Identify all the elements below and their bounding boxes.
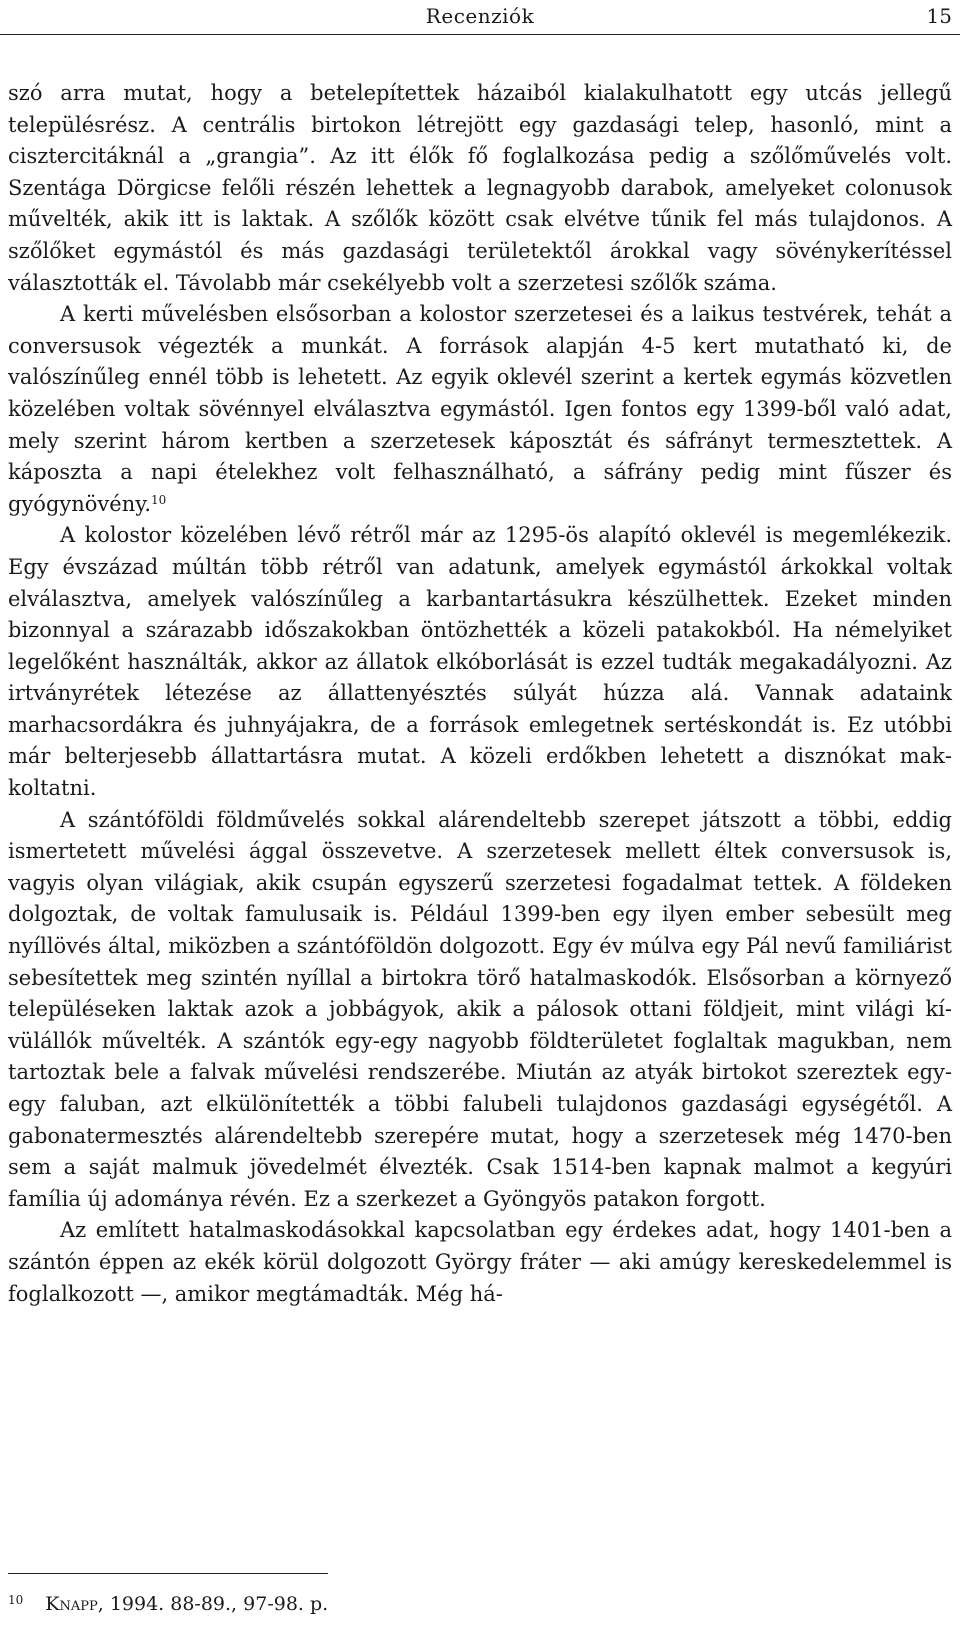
footnote-citation: , 1994. 88-89., 97-98. p.	[97, 1593, 329, 1615]
paragraph-5: Az említett hatalmaskodásokkal kapcsolatban egy érdekes adat, hogy 1401-ben a szántón éppen az ekék körül dolgozott György fráter — aki amúgy kereskedelemmel is foglalkozott —, amikor megtámadták. Még há-	[8, 1218, 952, 1306]
footnote-reference: 10	[151, 492, 167, 507]
footnote-author: Knapp	[45, 1593, 98, 1615]
body-text	[8, 78, 952, 1310]
footnote-separator	[8, 1573, 328, 1574]
running-header	[0, 0, 960, 35]
running-header-title: Recenziók	[425, 4, 535, 28]
paragraph-3: A kolostor közelében lévő rétről már az 1295-ös alapító oklevél is megemlékezik. Egy évszázad múltán több rétről van adatunk, amelyek egymástól árkokkal voltak elválasztva, amelyek valószínűleg a karbantartásukra készülhettek. Ezeket minden bizonnyal a szárazabb időszakokban öntözhették a közeli patakokból. Ha némelyiket legelőként használták, akkor az állatok elkóborlását is ezzel tudták megakadályozni. Az irtványrétek létezése az állattenyésztés súlyát húzza alá. Vannak adataink marhacsordákra és juhnyájakra, de a források emlegetnek sertéskondát is. Ez utóbbi már belterjesebb állattartásra mutat. A közeli erdőkben lehetett a disznókat makkoltatni.	[8, 523, 952, 801]
paragraph-4: A szántóföldi földművelés sokkal alárendeltebb szerepet játszott a többi, eddig ismertetett művelési ággal összevetve. A szerzetesek mellett éltek conversusok is, vagyis olyan világiak, akik csupán egyszerű szerzetesi fogadalmat tettek. A földeken dolgoztak, de voltak famulusaik is. Például 1399-ben egy ilyen ember sebesült meg nyíllövés által, miközben a szántóföldön dolgozott. Egy év múlva egy Pál nevű familiárist sebesítettek meg szintén nyíllal a birtokra törő hatalmaskodók. Elsősorban a környező településeken laktak azok a jobbágyok, akik a pálosok ottani földjeit, mint világi kívülállók művelték. A szántók egy-egy nagyobb földterületet foglaltak magukban, nem tartoztak bele a falvak művelési rendszerébe. Miután az atyák birtokot szereztek egy-egy faluban, azt elkülönítették a többi falubeli tulajdonos gazdasági egységétől. A gabonatermesztés alárendeltebb szerepére mutat, hogy a szerzetesek még 1470-ben sem a saját malmuk jövedelmét élvezték. Csak 1514-ben kapnak malmot a kegyúri família új adománya révén. Ez a szerkezet a Gyöngyös patakon forgott.	[8, 807, 952, 1211]
page-number: 15	[926, 4, 952, 28]
footnote	[8, 1593, 328, 1615]
footnote-number: 10	[8, 1593, 24, 1607]
paragraph-1: szó arra mutat, hogy a betelepítettek házaiból kialakulhatott egy utcás jellegű településrész. A centrális birtokon létrejött egy gazdasági telep, hasonló, mint a cisztercitáknál a „grangia”. Az itt élők fő foglalkozása pedig a szőlőművelés volt. Szentága Dörgicse felőli részén lehettek a legnagyobb darabok, amelyeket colonusok művelték, akik itt is laktak. A szőlők között csak elvétve tűnik fel más tulajdonos. A szőlőket egymástól és más gazdasági területektől árokkal vagy sövénykerítéssel választották el. Távolabb már csekélyebb volt a szerzetesi szőlők száma.	[8, 81, 952, 295]
paragraph-2-text: A kerti művelésben elsősorban a kolostor szerzetesei és a laikus testvérek, tehát a conversusok végezték a munkát. A források alapján 4-5 kert mutatható ki, de valószínűleg ennél több is lehetett. Az egyik oklevél szerint a kertek egymás közvetlen közelében voltak sövénnyel elválasztva egymástól. Igen fontos egy 1399-ből való adat, mely szerint három kertben a szerzetesek káposztát és sáfrányt termesztettek. A káposzta a napi ételekhez volt felhasználható, a sáfrány pedig mint fűszer és gyógynövény.	[8, 302, 952, 516]
paragraph-2	[8, 299, 952, 520]
